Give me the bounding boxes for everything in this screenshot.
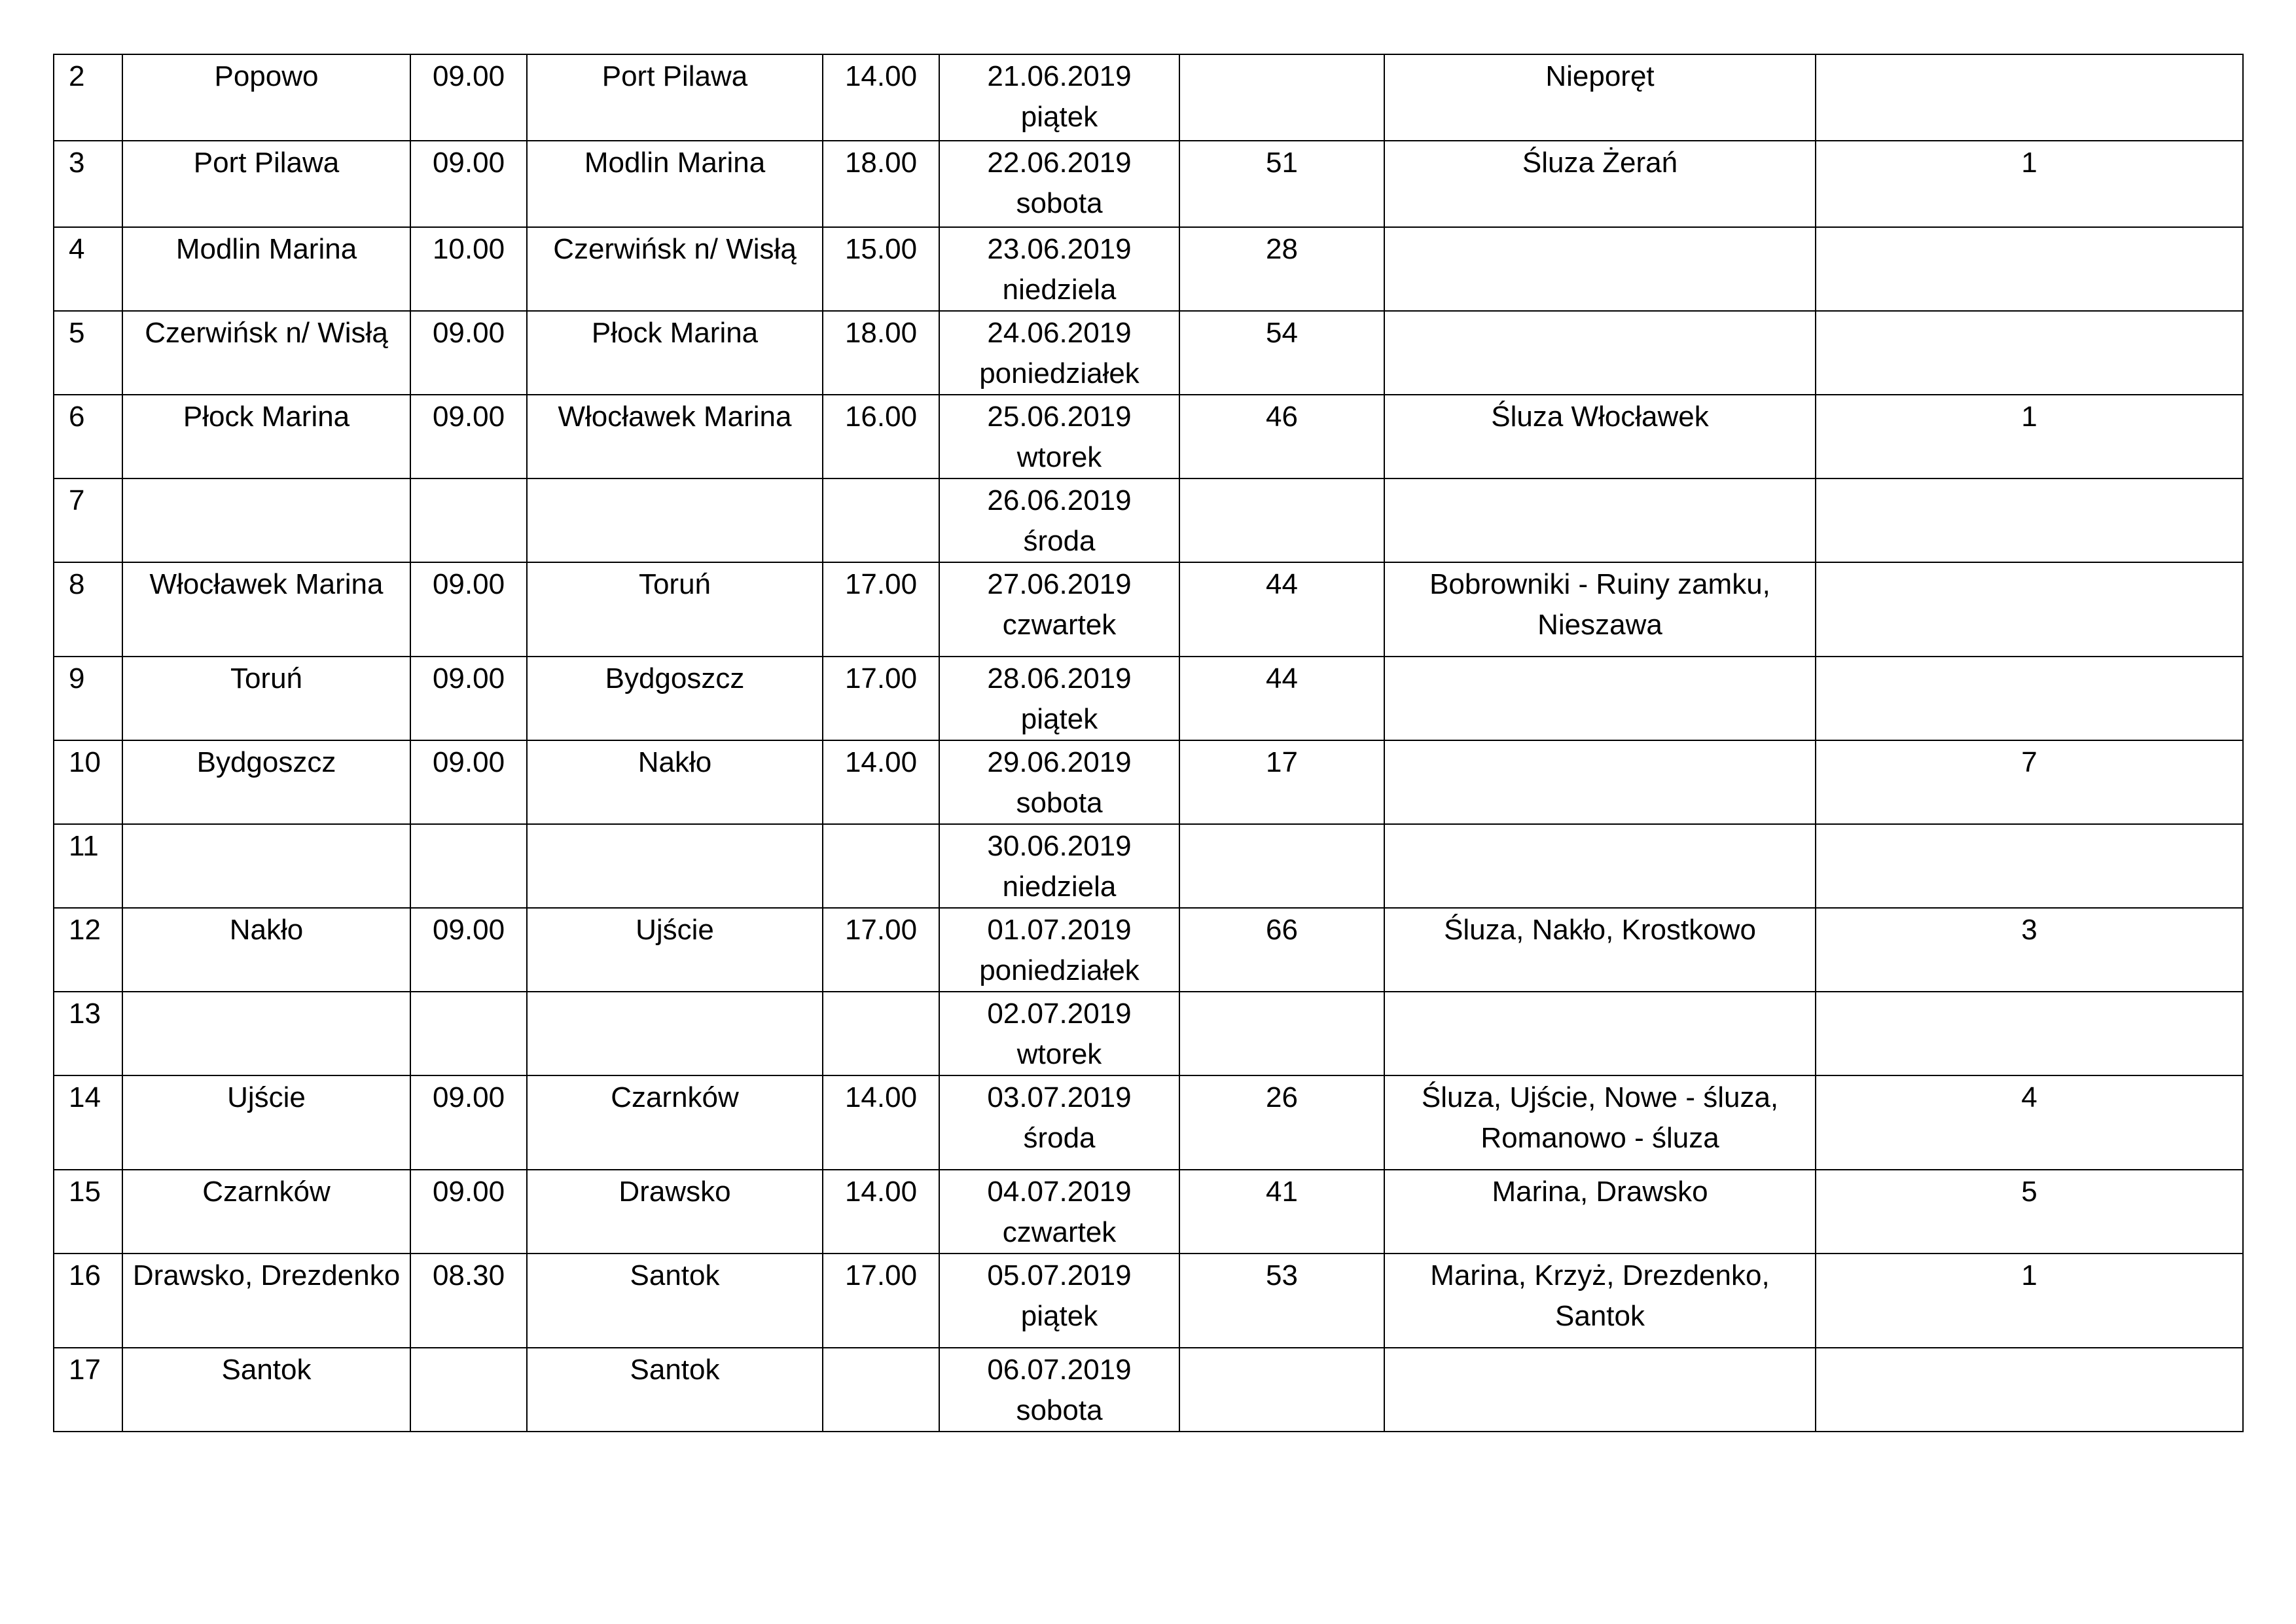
cell-departure-place: Drawsko, Drezdenko [122, 1254, 410, 1348]
cell-arrival-place: Nakło [527, 740, 823, 824]
date-value: 26.06.2019 [987, 484, 1132, 516]
date-value: 27.06.2019 [987, 568, 1132, 600]
cell-day-number: 4 [54, 227, 122, 311]
cell-arrival-place [527, 824, 823, 908]
cell-arrival-place: Port Pilawa [527, 54, 823, 141]
cell-distance [1179, 992, 1384, 1075]
cell-day-number: 6 [54, 395, 122, 478]
cell-departure-time: 09.00 [410, 141, 527, 227]
cell-date [939, 1254, 1179, 1348]
cell-day-number: 3 [54, 141, 122, 227]
cell-arrival-place: Toruń [527, 562, 823, 657]
cell-departure-place: Włocławek Marina [122, 562, 410, 657]
date-value: 30.06.2019 [987, 830, 1132, 862]
cell-day-number: 16 [54, 1254, 122, 1348]
cell-departure-time: 09.00 [410, 395, 527, 478]
date-value: 29.06.2019 [987, 746, 1132, 778]
cell-departure-time: 09.00 [410, 908, 527, 992]
cell-day-number: 17 [54, 1348, 122, 1432]
cell-sights: Śluza Żerań [1384, 141, 1816, 227]
cell-distance: 54 [1179, 311, 1384, 395]
cell-date [939, 740, 1179, 824]
weekday-value: środa [1023, 1122, 1096, 1154]
cell-arrival-time: 17.00 [823, 1254, 939, 1348]
cell-arrival-time: 14.00 [823, 1075, 939, 1170]
cell-departure-place: Modlin Marina [122, 227, 410, 311]
cell-distance [1179, 824, 1384, 908]
cell-day-number: 13 [54, 992, 122, 1075]
cell-sights [1384, 227, 1816, 311]
cell-date [939, 1348, 1179, 1432]
cell-departure-time: 08.30 [410, 1254, 527, 1348]
cell-date [939, 311, 1179, 395]
cell-arrival-time [823, 478, 939, 562]
cell-locks: 1 [1816, 1254, 2243, 1348]
table-row [54, 395, 2243, 478]
date-value: 28.06.2019 [987, 662, 1132, 695]
cell-date [939, 478, 1179, 562]
cell-departure-time [410, 824, 527, 908]
date-value: 04.07.2019 [987, 1176, 1132, 1208]
cell-locks [1816, 562, 2243, 657]
cell-sights: Śluza, Ujście, Nowe - śluza, Romanowo - śluza [1384, 1075, 1816, 1170]
cell-departure-place [122, 824, 410, 908]
cell-arrival-time: 14.00 [823, 1170, 939, 1254]
cell-day-number: 7 [54, 478, 122, 562]
weekday-value: niedziela [1002, 871, 1117, 903]
date-value: 22.06.2019 [987, 147, 1132, 179]
cell-departure-place [122, 992, 410, 1075]
cell-distance: 41 [1179, 1170, 1384, 1254]
cell-date [939, 141, 1179, 227]
cell-date [939, 992, 1179, 1075]
cell-departure-place: Port Pilawa [122, 141, 410, 227]
date-value: 06.07.2019 [987, 1354, 1132, 1386]
weekday-value: czwartek [1002, 609, 1117, 641]
cell-distance: 28 [1179, 227, 1384, 311]
cell-sights: Nieporęt [1384, 54, 1816, 141]
cell-sights: Marina, Drawsko [1384, 1170, 1816, 1254]
cell-arrival-time: 16.00 [823, 395, 939, 478]
cell-locks [1816, 992, 2243, 1075]
cell-locks [1816, 54, 2243, 141]
cell-date [939, 562, 1179, 657]
cell-arrival-place: Modlin Marina [527, 141, 823, 227]
date-value: 05.07.2019 [987, 1259, 1132, 1291]
cell-departure-time: 09.00 [410, 1075, 527, 1170]
cell-arrival-place: Włocławek Marina [527, 395, 823, 478]
cell-arrival-place: Czerwińsk n/ Wisłą [527, 227, 823, 311]
cell-departure-time [410, 992, 527, 1075]
table-row [54, 908, 2243, 992]
cell-departure-place: Płock Marina [122, 395, 410, 478]
table-row [54, 657, 2243, 740]
cell-departure-time: 09.00 [410, 740, 527, 824]
cell-arrival-time: 17.00 [823, 908, 939, 992]
cell-arrival-place: Ujście [527, 908, 823, 992]
cell-departure-place: Bydgoszcz [122, 740, 410, 824]
cell-day-number: 14 [54, 1075, 122, 1170]
cell-arrival-time: 18.00 [823, 311, 939, 395]
route-schedule-table [53, 54, 2244, 1432]
date-value: 01.07.2019 [987, 914, 1132, 946]
weekday-value: poniedziałek [979, 954, 1139, 986]
table-row [54, 740, 2243, 824]
cell-arrival-time [823, 992, 939, 1075]
cell-day-number: 5 [54, 311, 122, 395]
cell-arrival-time: 14.00 [823, 54, 939, 141]
cell-departure-place: Popowo [122, 54, 410, 141]
cell-arrival-time: 18.00 [823, 141, 939, 227]
cell-sights: Śluza Włocławek [1384, 395, 1816, 478]
cell-arrival-place: Santok [527, 1348, 823, 1432]
cell-arrival-time [823, 824, 939, 908]
cell-departure-time: 09.00 [410, 657, 527, 740]
cell-sights: Marina, Krzyż, Drezdenko, Santok [1384, 1254, 1816, 1348]
date-value: 03.07.2019 [987, 1081, 1132, 1113]
table-row [54, 478, 2243, 562]
cell-distance: 26 [1179, 1075, 1384, 1170]
cell-locks [1816, 478, 2243, 562]
cell-departure-place [122, 478, 410, 562]
cell-departure-time: 09.00 [410, 54, 527, 141]
table-row [54, 54, 2243, 141]
cell-arrival-place: Santok [527, 1254, 823, 1348]
cell-locks: 3 [1816, 908, 2243, 992]
cell-day-number: 10 [54, 740, 122, 824]
cell-date [939, 54, 1179, 141]
cell-distance: 44 [1179, 657, 1384, 740]
cell-date [939, 908, 1179, 992]
cell-departure-place: Ujście [122, 1075, 410, 1170]
cell-departure-time: 09.00 [410, 311, 527, 395]
cell-arrival-place: Bydgoszcz [527, 657, 823, 740]
table-row [54, 1348, 2243, 1432]
cell-locks [1816, 657, 2243, 740]
cell-departure-time: 09.00 [410, 562, 527, 657]
table-body [54, 54, 2243, 1432]
cell-departure-place: Czarnków [122, 1170, 410, 1254]
cell-sights [1384, 740, 1816, 824]
date-value: 25.06.2019 [987, 401, 1132, 433]
cell-distance: 51 [1179, 141, 1384, 227]
cell-sights [1384, 478, 1816, 562]
cell-date [939, 1075, 1179, 1170]
cell-departure-place: Nakło [122, 908, 410, 992]
cell-departure-time: 09.00 [410, 1170, 527, 1254]
cell-departure-place: Czerwińsk n/ Wisłą [122, 311, 410, 395]
cell-sights [1384, 1348, 1816, 1432]
weekday-value: wtorek [1016, 1038, 1102, 1070]
table-row [54, 992, 2243, 1075]
cell-date [939, 657, 1179, 740]
cell-date [939, 824, 1179, 908]
cell-day-number: 15 [54, 1170, 122, 1254]
weekday-value: piątek [1020, 101, 1098, 133]
cell-day-number: 2 [54, 54, 122, 141]
cell-distance: 17 [1179, 740, 1384, 824]
weekday-value: niedziela [1002, 274, 1117, 306]
cell-distance [1179, 1348, 1384, 1432]
cell-sights: Bobrowniki - Ruiny zamku, Nieszawa [1384, 562, 1816, 657]
weekday-value: poniedziałek [979, 357, 1139, 389]
cell-arrival-time: 14.00 [823, 740, 939, 824]
weekday-value: piątek [1020, 703, 1098, 735]
cell-arrival-place [527, 478, 823, 562]
cell-departure-place: Santok [122, 1348, 410, 1432]
weekday-value: sobota [1016, 187, 1103, 219]
date-value: 24.06.2019 [987, 317, 1132, 349]
cell-arrival-place [527, 992, 823, 1075]
weekday-value: wtorek [1016, 441, 1102, 473]
cell-locks [1816, 311, 2243, 395]
cell-day-number: 9 [54, 657, 122, 740]
cell-departure-time: 10.00 [410, 227, 527, 311]
cell-sights: Śluza, Nakło, Krostkowo [1384, 908, 1816, 992]
cell-departure-place: Toruń [122, 657, 410, 740]
date-value: 21.06.2019 [987, 60, 1132, 92]
table-row [54, 311, 2243, 395]
cell-distance: 53 [1179, 1254, 1384, 1348]
cell-arrival-time: 17.00 [823, 657, 939, 740]
table-row [54, 227, 2243, 311]
weekday-value: środa [1023, 525, 1096, 557]
cell-arrival-time: 15.00 [823, 227, 939, 311]
cell-distance: 44 [1179, 562, 1384, 657]
cell-departure-time [410, 1348, 527, 1432]
cell-arrival-place: Czarnków [527, 1075, 823, 1170]
table-row [54, 562, 2243, 657]
cell-day-number: 11 [54, 824, 122, 908]
cell-day-number: 8 [54, 562, 122, 657]
weekday-value: piątek [1020, 1300, 1098, 1332]
cell-distance: 66 [1179, 908, 1384, 992]
cell-date [939, 1170, 1179, 1254]
cell-date [939, 395, 1179, 478]
date-value: 23.06.2019 [987, 233, 1132, 265]
cell-locks: 1 [1816, 141, 2243, 227]
cell-arrival-place: Płock Marina [527, 311, 823, 395]
cell-distance [1179, 478, 1384, 562]
cell-locks [1816, 227, 2243, 311]
weekday-value: sobota [1016, 787, 1103, 819]
cell-locks: 7 [1816, 740, 2243, 824]
cell-sights [1384, 311, 1816, 395]
cell-arrival-time [823, 1348, 939, 1432]
table-row [54, 1254, 2243, 1348]
cell-sights [1384, 657, 1816, 740]
date-value: 02.07.2019 [987, 998, 1132, 1030]
cell-day-number: 12 [54, 908, 122, 992]
cell-date [939, 227, 1179, 311]
cell-locks: 1 [1816, 395, 2243, 478]
cell-locks [1816, 1348, 2243, 1432]
cell-locks: 4 [1816, 1075, 2243, 1170]
table-row [54, 1170, 2243, 1254]
cell-distance [1179, 54, 1384, 141]
cell-distance: 46 [1179, 395, 1384, 478]
weekday-value: czwartek [1002, 1216, 1117, 1248]
table-row [54, 1075, 2243, 1170]
weekday-value: sobota [1016, 1394, 1103, 1426]
cell-sights [1384, 824, 1816, 908]
cell-sights [1384, 992, 1816, 1075]
cell-locks [1816, 824, 2243, 908]
cell-arrival-time: 17.00 [823, 562, 939, 657]
table-row [54, 141, 2243, 227]
cell-locks: 5 [1816, 1170, 2243, 1254]
cell-departure-time [410, 478, 527, 562]
cell-arrival-place: Drawsko [527, 1170, 823, 1254]
table-row [54, 824, 2243, 908]
